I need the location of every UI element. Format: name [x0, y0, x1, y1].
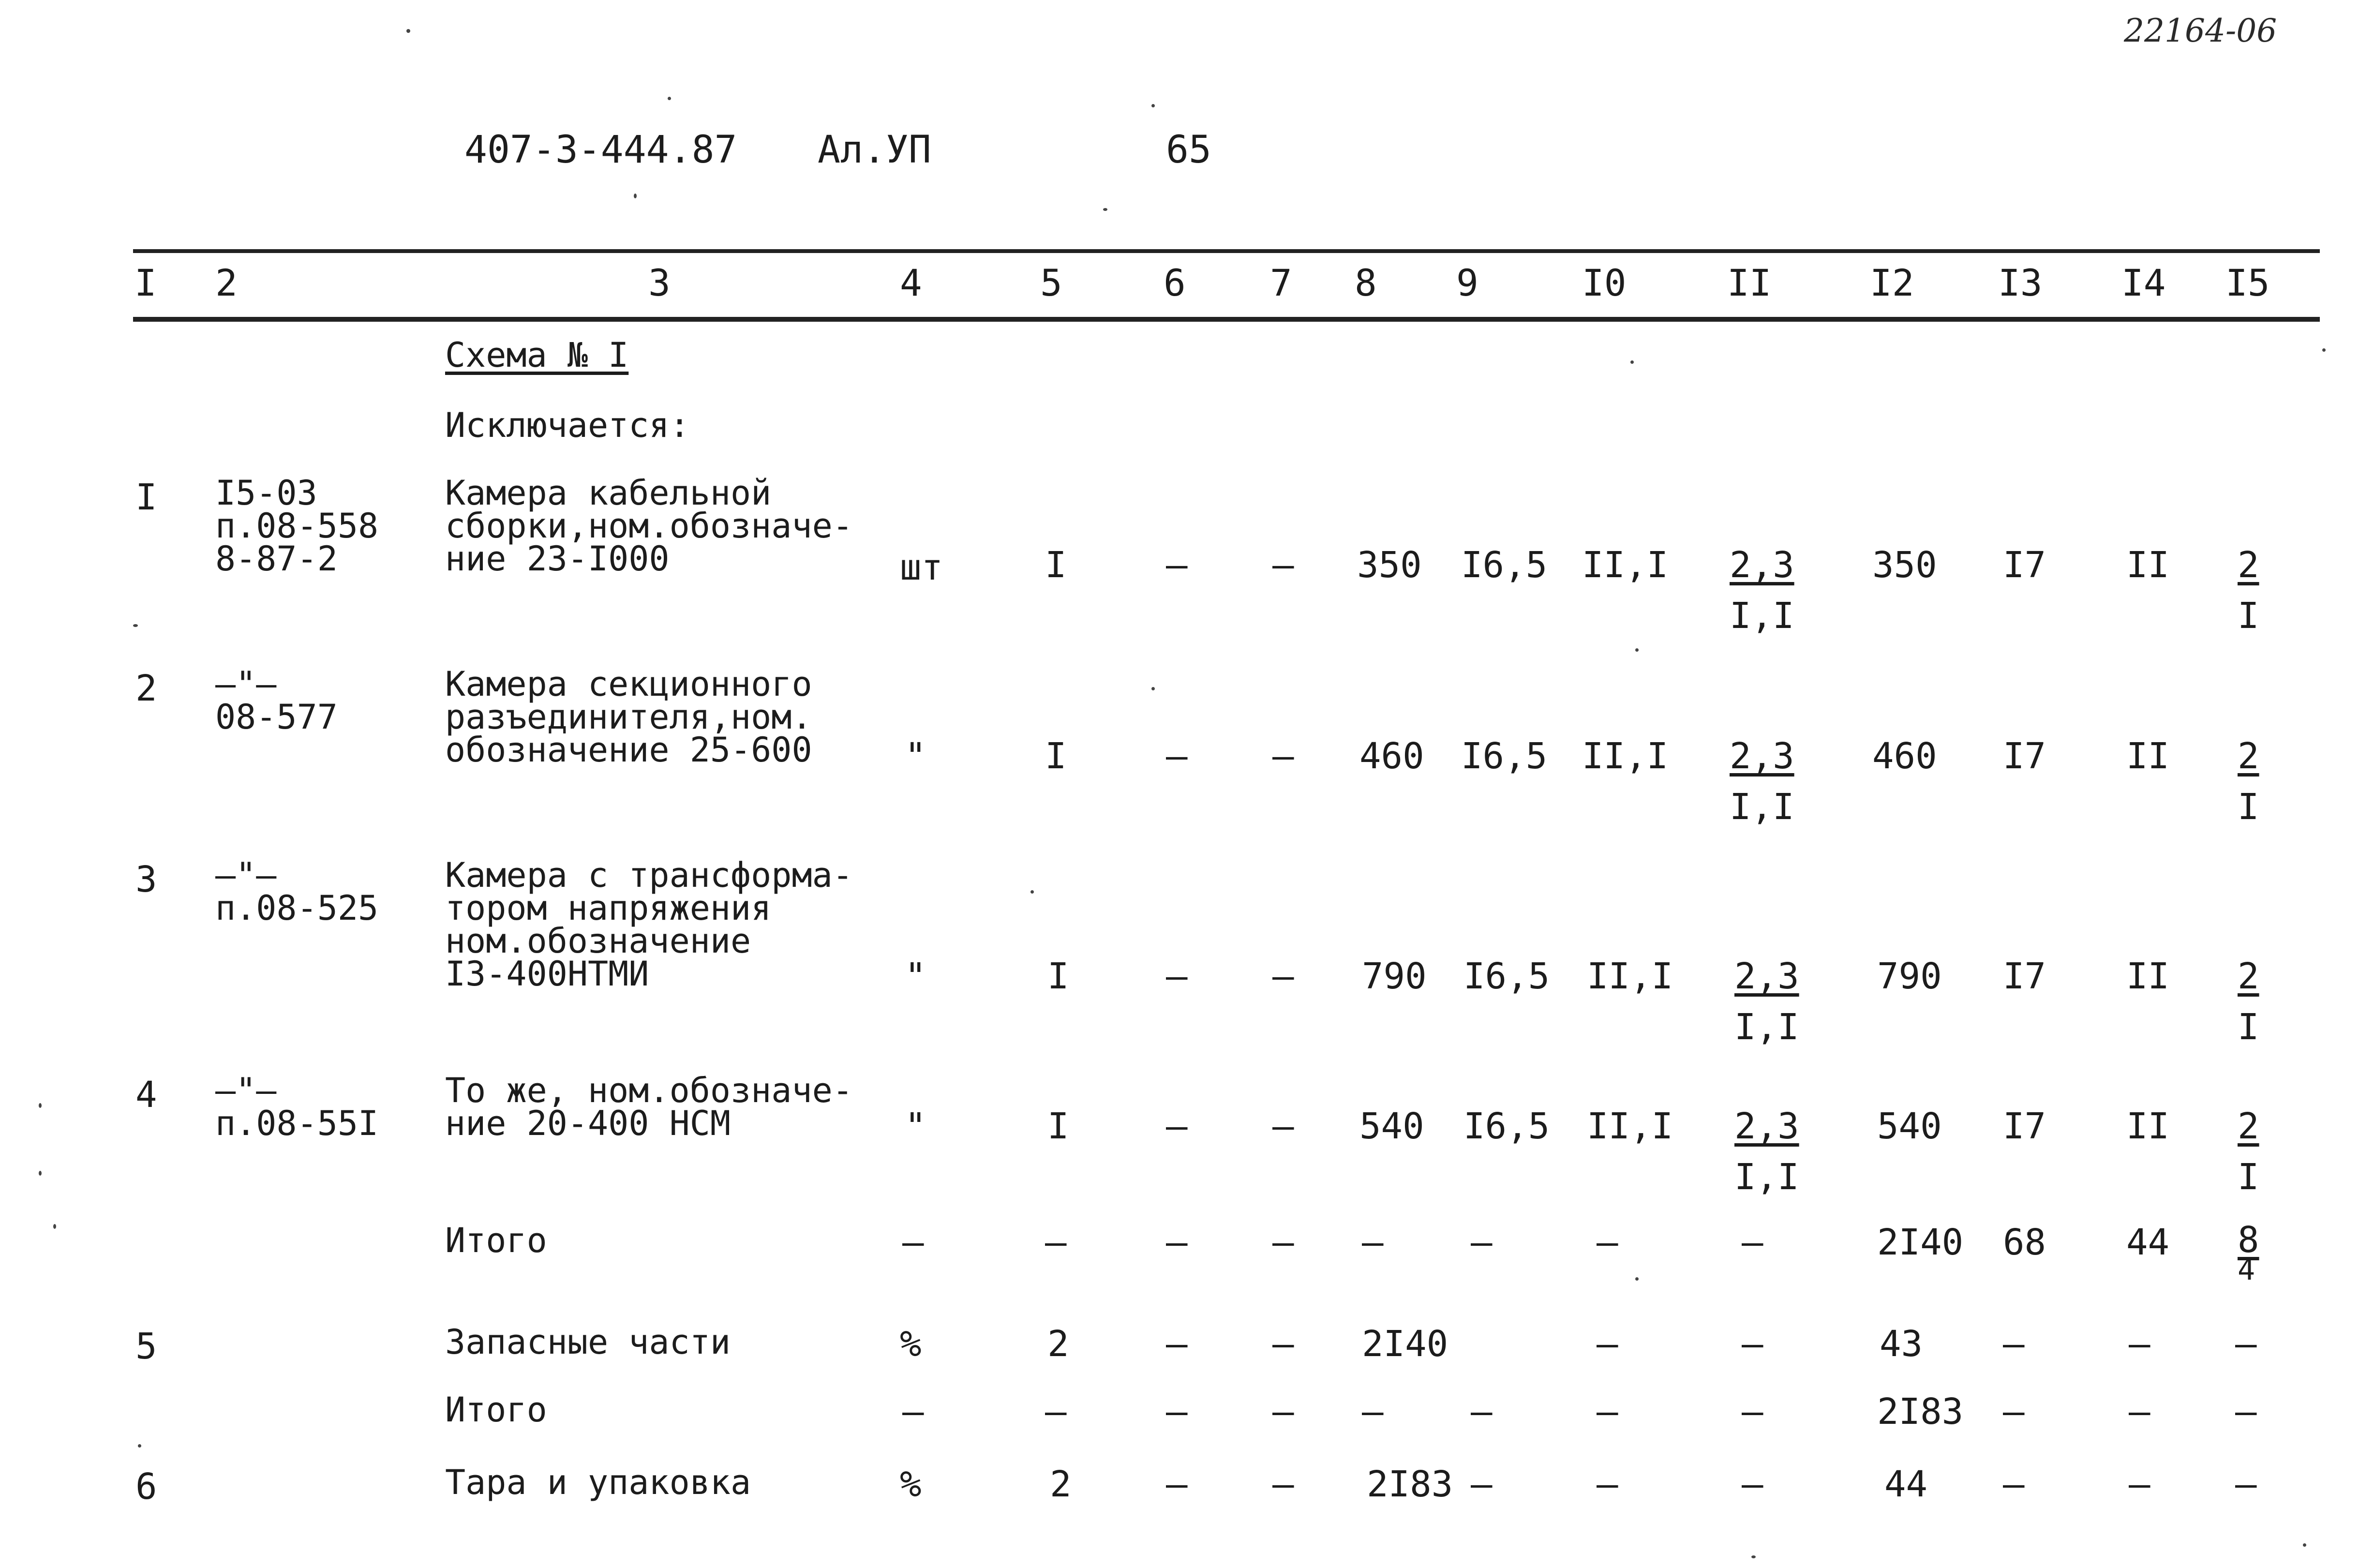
scan-speck: [1030, 890, 1034, 894]
col13-value: I7: [2003, 956, 2046, 997]
column-number: 2: [215, 261, 238, 304]
col6-value: –: [1166, 1463, 1188, 1505]
col11-value: –: [1742, 1391, 1763, 1433]
col13-value: I7: [2003, 544, 2046, 586]
scan-speck: [1751, 1555, 1756, 1558]
quantity: 2: [1047, 1323, 1069, 1365]
price-code: –"– п.08-55I: [215, 1071, 379, 1143]
col8-value: –: [1362, 1222, 1384, 1263]
scan-speck: [1635, 1277, 1639, 1281]
scan-speck: [1151, 104, 1155, 107]
col10-value: –: [1597, 1391, 1618, 1433]
col8-value: 2I40: [1362, 1323, 1448, 1365]
col15-value: –: [2235, 1391, 2257, 1433]
col7-value: –: [1272, 735, 1294, 777]
col12-value: 2I40: [1877, 1222, 1964, 1263]
col7-value: –: [1272, 544, 1294, 586]
col12-value: 2I83: [1877, 1391, 1964, 1433]
col13-value: –: [2003, 1391, 2025, 1433]
subtotal-label: Итого: [445, 1221, 547, 1260]
scan-speck: [1151, 687, 1155, 690]
column-number: 4: [900, 261, 922, 304]
col15-numerator: 2: [2238, 956, 2259, 997]
col8-value: 2I83: [1367, 1463, 1453, 1505]
row-number: 5: [135, 1326, 157, 1367]
item-name: Тара и упаковка: [445, 1463, 751, 1502]
col12-value: 540: [1877, 1105, 1942, 1147]
col11-denominator: I,I: [1730, 786, 1794, 828]
col11-numerator: 2,3: [1734, 1105, 1799, 1147]
col9-value: I6,5: [1463, 1105, 1550, 1147]
item-name: То же, ном.обозначе- ние 20-400 НСМ: [445, 1071, 853, 1143]
col11-value: –: [1742, 1323, 1763, 1365]
col15-numerator: 2: [2238, 544, 2259, 586]
column-number: 6: [1164, 261, 1186, 304]
col15-numerator: 8: [2238, 1219, 2259, 1261]
col14-value: II: [2126, 956, 2170, 997]
excluded-label: Исключается:: [445, 405, 690, 445]
table-top-rule: [133, 249, 2320, 253]
col5-value: –: [1045, 1391, 1067, 1433]
column-number: I4: [2121, 261, 2166, 304]
scan-speck: [2303, 1543, 2306, 1547]
col9-value: –: [1471, 1222, 1493, 1263]
column-number: 3: [648, 261, 671, 304]
page-number: 65: [1166, 128, 1211, 172]
col9-value: I6,5: [1461, 544, 1548, 586]
price-code: –"– 08-577: [215, 664, 338, 737]
price-code: I5-03 п.08-558 8-87-2: [215, 473, 379, 579]
col15-value: –: [2235, 1463, 2257, 1505]
col15-denominator: I: [2238, 1156, 2259, 1198]
col9-value: –: [1471, 1391, 1493, 1433]
col7-value: –: [1272, 1463, 1294, 1505]
col12-value: 44: [1884, 1463, 1928, 1505]
col14-value: 44: [2126, 1222, 2170, 1263]
col7-value: –: [1272, 1105, 1294, 1147]
scan-speck: [1630, 360, 1634, 364]
quantity: 2: [1050, 1463, 1072, 1505]
col6-value: –: [1166, 956, 1188, 997]
column-number: 7: [1270, 261, 1292, 304]
quantity: I: [1045, 544, 1067, 586]
col8-value: –: [1362, 1391, 1384, 1433]
col13-value: I7: [2003, 1105, 2046, 1147]
col13-value: 68: [2003, 1222, 2046, 1263]
col11-value: –: [1742, 1222, 1763, 1263]
item-name: Камера с трансформа- тором напряжения ном.обозначение I3-400НТМИ: [445, 855, 853, 994]
col9-value: –: [1471, 1463, 1493, 1505]
scan-speck: [634, 194, 637, 198]
col9-value: I6,5: [1461, 735, 1548, 777]
col15-denominator: I: [2238, 786, 2259, 828]
album-number: Ал.УП: [818, 128, 931, 172]
col11-numerator: 2,3: [1730, 735, 1794, 777]
unit: ": [905, 1105, 926, 1147]
scan-speck: [2322, 348, 2326, 352]
unit: ": [905, 956, 926, 997]
col14-value: II: [2126, 1105, 2170, 1147]
item-name: Запасные части: [445, 1322, 731, 1362]
row-number: 6: [135, 1466, 157, 1508]
col14-value: II: [2126, 735, 2170, 777]
col14-value: –: [2129, 1323, 2150, 1365]
col10-value: –: [1597, 1323, 1618, 1365]
col12-value: 43: [1880, 1323, 1923, 1365]
row-number: 3: [135, 859, 157, 900]
col5-value: –: [1045, 1222, 1067, 1263]
unit: ": [905, 735, 926, 777]
col15-denominator: I: [2238, 1006, 2259, 1048]
col4-value: –: [902, 1222, 924, 1263]
col15-numerator: 2: [2238, 735, 2259, 777]
col15-denominator: I: [2238, 595, 2259, 637]
col14-value: II: [2126, 544, 2170, 586]
row-number: 2: [135, 668, 157, 709]
col11-numerator: 2,3: [1734, 956, 1799, 997]
col10-value: II,I: [1582, 735, 1669, 777]
scan-speck: [39, 1171, 42, 1176]
col4-value: –: [902, 1391, 924, 1433]
scheme-title: Схема № I: [445, 335, 629, 375]
col10-value: II,I: [1587, 956, 1673, 997]
col9-value: I6,5: [1463, 956, 1550, 997]
column-number: I0: [1582, 261, 1627, 304]
col6-value: –: [1166, 1323, 1188, 1365]
col13-value: –: [2003, 1323, 2025, 1365]
document-code: 407-3-444.87: [464, 128, 737, 172]
col13-value: –: [2003, 1463, 2025, 1505]
col14-value: –: [2129, 1391, 2150, 1433]
item-name: Камера секционного разъединителя,ном. обозначение 25-600: [445, 664, 812, 770]
scan-speck: [133, 624, 138, 627]
col8-value: 540: [1359, 1105, 1424, 1147]
quantity: I: [1045, 735, 1067, 777]
col15-denominator: 4: [2238, 1253, 2255, 1287]
quantity: I: [1047, 956, 1069, 997]
item-name: Камера кабельной сборки,ном.обозначе- ние 23-I000: [445, 473, 853, 579]
col6-value: –: [1166, 544, 1188, 586]
column-number: I3: [1998, 261, 2043, 304]
column-number: I5: [2225, 261, 2270, 304]
scan-speck: [406, 29, 410, 33]
col11-numerator: 2,3: [1730, 544, 1794, 586]
col12-value: 460: [1872, 735, 1937, 777]
unit: %: [900, 1323, 922, 1365]
column-number: 9: [1456, 261, 1478, 304]
col6-value: –: [1166, 1391, 1188, 1433]
scan-speck: [138, 1444, 141, 1448]
column-number: I: [134, 261, 157, 304]
col10-value: II,I: [1587, 1105, 1673, 1147]
table-header-rule: [133, 317, 2320, 322]
quantity: I: [1047, 1105, 1069, 1147]
col11-denominator: I,I: [1730, 595, 1794, 637]
col8-value: 350: [1357, 544, 1422, 586]
col15-value: –: [2235, 1323, 2257, 1365]
col6-value: –: [1166, 1222, 1188, 1263]
registration-number: 22164-06: [2124, 12, 2277, 49]
col15-numerator: 2: [2238, 1105, 2259, 1147]
scan-speck: [668, 97, 671, 100]
subtotal-label: Итого: [445, 1390, 547, 1430]
scan-speck: [1103, 208, 1107, 211]
col11-value: –: [1742, 1463, 1763, 1505]
col12-value: 790: [1877, 956, 1942, 997]
unit: шт: [900, 547, 943, 588]
col14-value: –: [2129, 1463, 2150, 1505]
unit: %: [900, 1463, 922, 1505]
col8-value: 460: [1359, 735, 1424, 777]
row-number: 4: [135, 1074, 157, 1116]
scan-speck: [39, 1103, 42, 1108]
col7-value: –: [1272, 1391, 1294, 1433]
col10-value: II,I: [1582, 544, 1669, 586]
column-number: 5: [1040, 261, 1062, 304]
price-code: –"– п.08-525: [215, 855, 379, 928]
scan-speck: [1635, 648, 1639, 652]
col6-value: –: [1166, 1105, 1188, 1147]
col6-value: –: [1166, 735, 1188, 777]
col12-value: 350: [1872, 544, 1937, 586]
row-number: I: [135, 477, 157, 518]
col10-value: –: [1597, 1463, 1618, 1505]
column-number: I2: [1870, 261, 1914, 304]
col10-value: –: [1597, 1222, 1618, 1263]
col7-value: –: [1272, 956, 1294, 997]
col11-denominator: I,I: [1734, 1006, 1799, 1048]
col11-denominator: I,I: [1734, 1156, 1799, 1198]
col13-value: I7: [2003, 735, 2046, 777]
col7-value: –: [1272, 1222, 1294, 1263]
col8-value: 790: [1362, 956, 1427, 997]
column-number: 8: [1355, 261, 1377, 304]
scan-speck: [53, 1224, 56, 1229]
col7-value: –: [1272, 1323, 1294, 1365]
column-number: II: [1727, 261, 1772, 304]
